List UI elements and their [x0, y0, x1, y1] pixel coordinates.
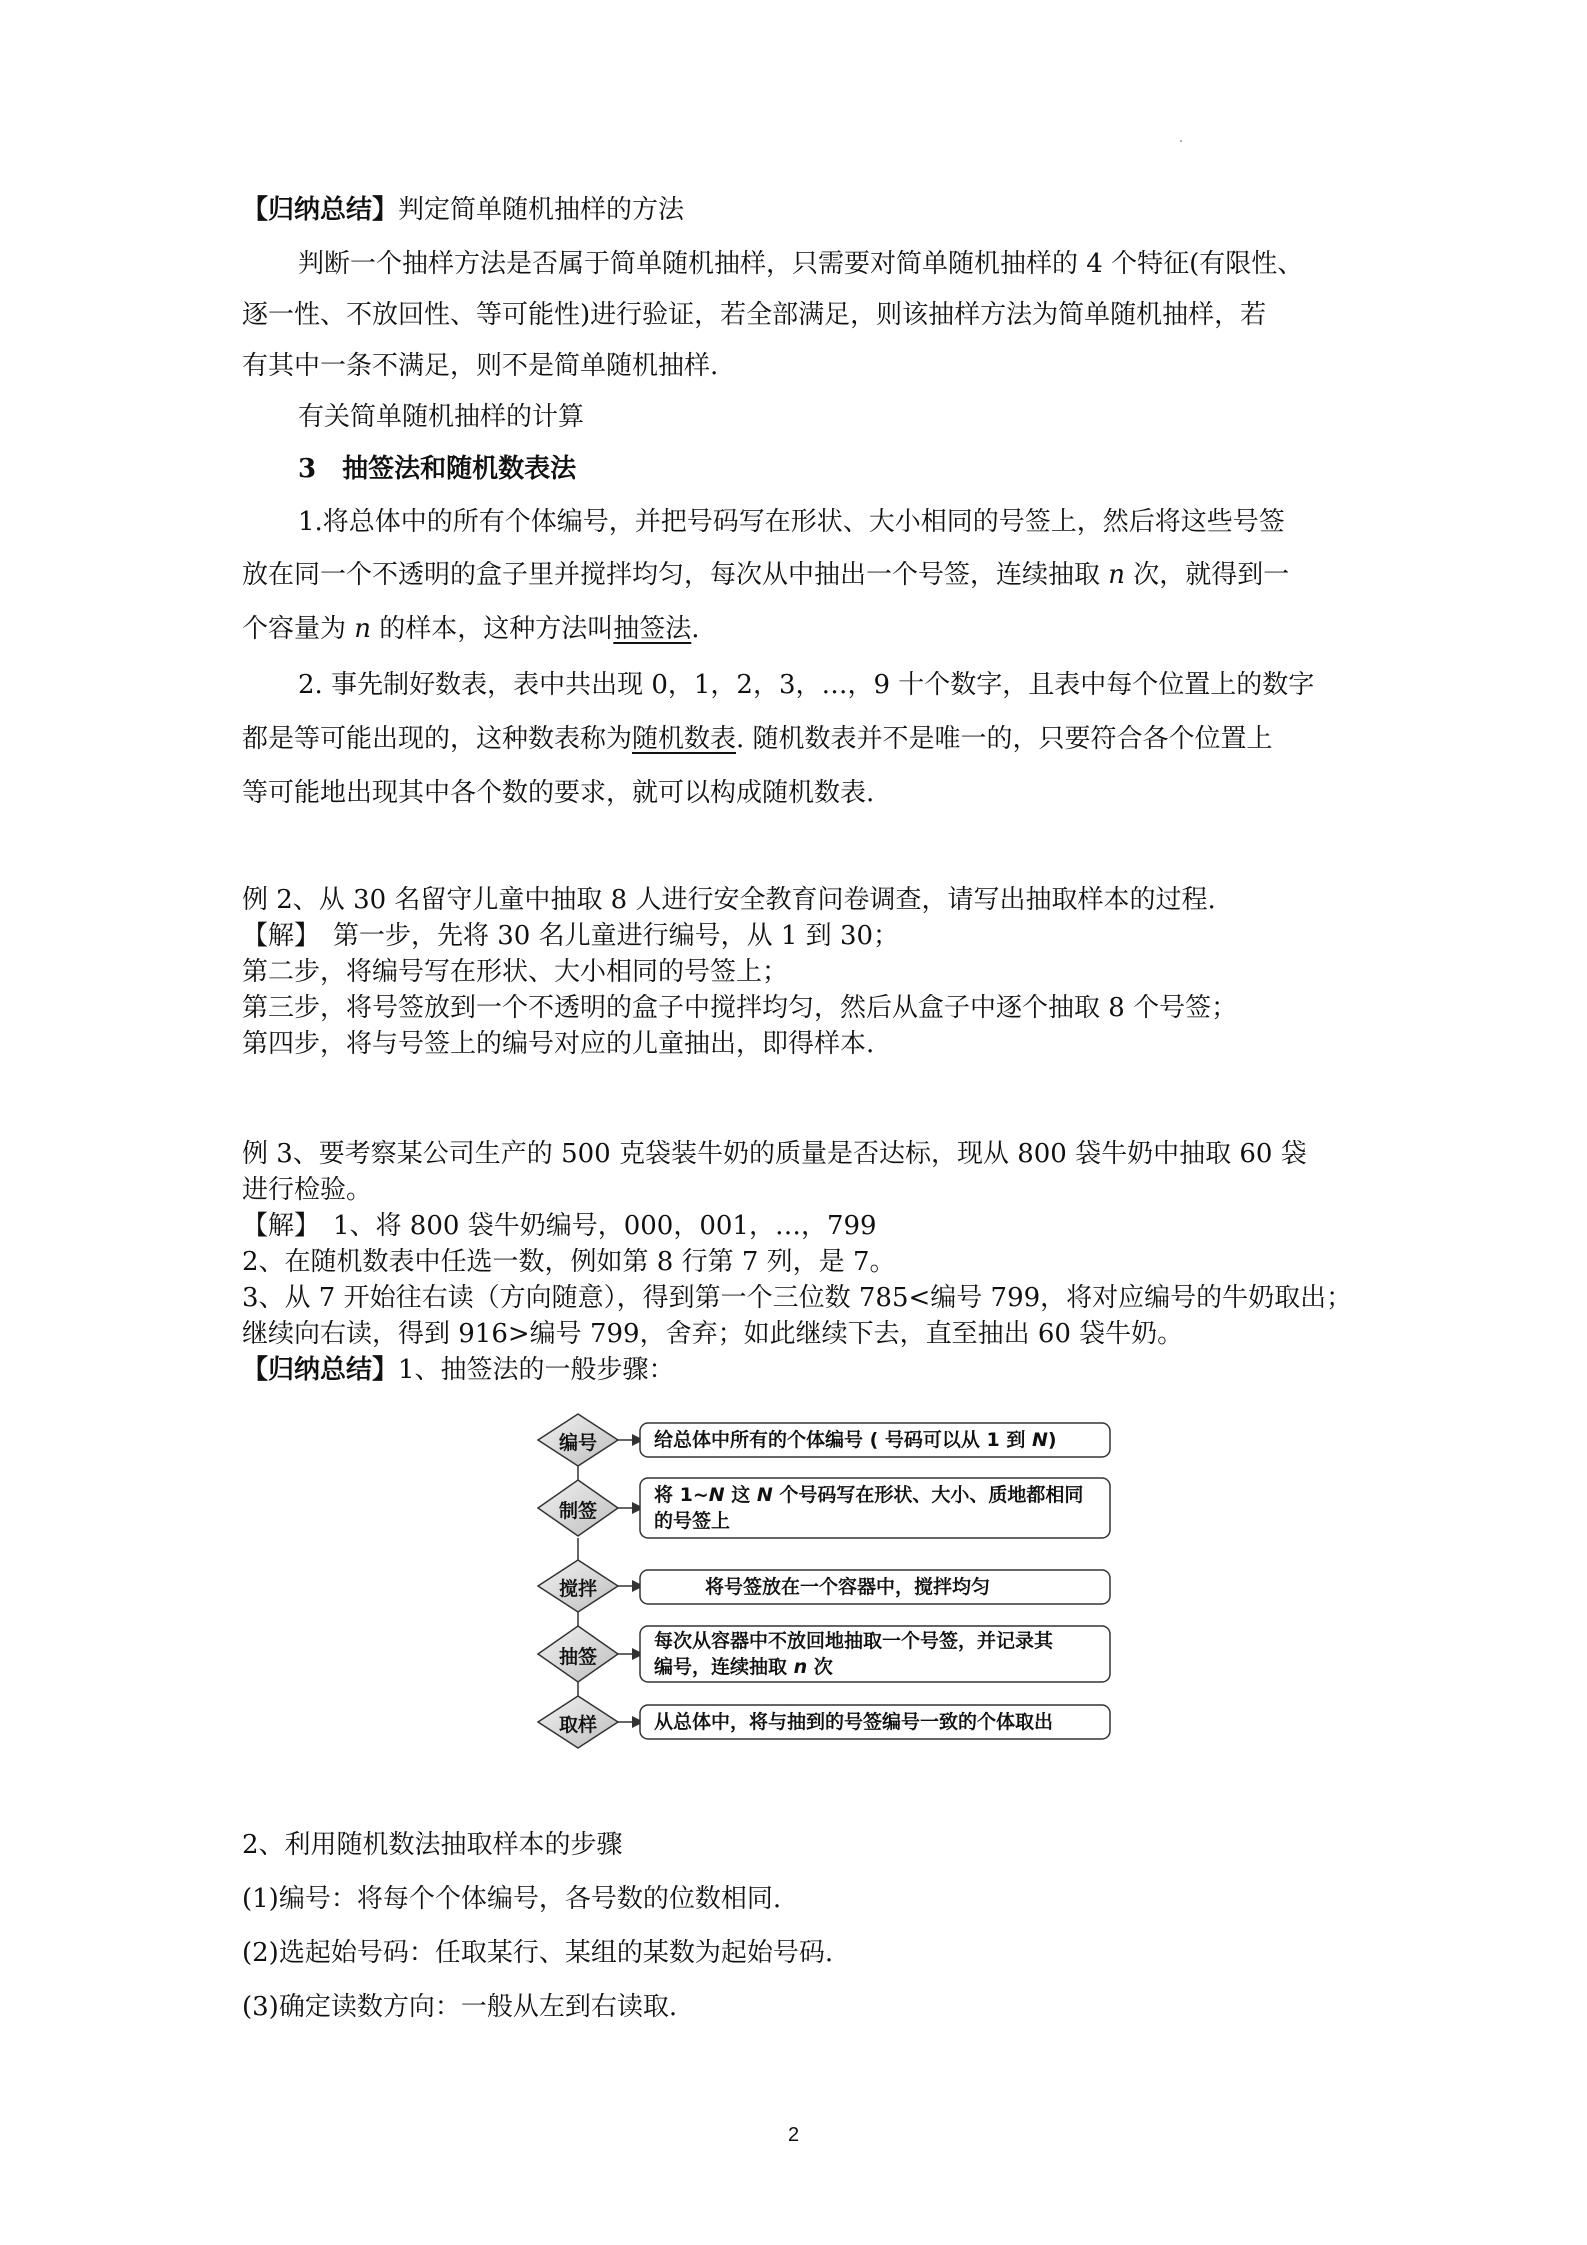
summary-para-line-2: 逐一性、不放回性、等可能性)进行验证，若全部满足，则该抽样方法为简单随机抽样，若: [242, 300, 1267, 330]
example-3-step-3: 3、从 7 开始往右读（方向随意），得到第一个三位数 785<编号 799，将对应编号的牛奶取出；: [242, 1283, 1353, 1313]
example-3-question-line-1: 例 3、要考察某公司生产的 500 克袋装牛奶的质量是否达标，现从 800 袋牛奶中抽取 60 袋: [242, 1139, 1307, 1169]
var-n: n: [354, 614, 372, 644]
flow-label-draw: 抽签: [558, 1646, 597, 1668]
flow-label-sample: 取样: [558, 1714, 597, 1736]
section-3-title: 3 抽签法和随机数表法: [298, 454, 577, 484]
flow-label-stir: 搅拌: [558, 1578, 597, 1600]
flow-text-step-1: 给总体中所有的个体编号 ( 号码可以从 1 到 N): [654, 1429, 1057, 1451]
flow-text-step-5: 从总体中，将与抽到的号签编号一致的个体取出: [654, 1711, 1054, 1733]
flow-text-step-2: 将 1~N 这 N 个号码写在形状、大小、质地都相同 的号签上: [654, 1484, 1084, 1532]
example-2-step-1: 【解】 第一步，先将 30 名儿童进行编号，从 1 到 30；: [242, 921, 900, 951]
random-method-step-1: (1)编号：将每个个体编号，各号数的位数相同.: [242, 1884, 782, 1914]
flow-text-step-3: 将号签放在一个容器中，搅拌均匀: [705, 1576, 991, 1598]
example-2-step-2: 第二步，将编号写在形状、大小相同的号签上；: [242, 957, 789, 987]
example-3-step-4: 继续向右读，得到 916>编号 799，舍弃；如此继续下去，直至抽出 60 袋牛奶。: [242, 1319, 1184, 1349]
random-method-title: 2、利用随机数法抽取样本的步骤: [242, 1830, 623, 1860]
flow-label-numbering: 编号: [558, 1432, 597, 1454]
term-random-number-table: 随机数表: [632, 724, 737, 754]
section-3-p1-line-2: 放在同一个不透明的盒子里并搅拌均匀，每次从中抽出一个号签，连续抽取 n 次，就得到一: [242, 560, 1290, 590]
example-3-question-line-2: 进行检验。: [242, 1175, 373, 1205]
section-3-p2-line-2: 都是等可能出现的，这种数表称为随机数表. 随机数表并不是唯一的，只要符合各个位置上: [242, 724, 1273, 754]
section-3-p2-line-3: 等可能地出现其中各个数的要求，就可以构成随机数表.: [242, 778, 875, 808]
summary-para-line-1: 判断一个抽样方法是否属于简单随机抽样，只需要对简单随机抽样的 4 个特征(有限性、: [298, 249, 1304, 279]
random-method-step-3: (3)确定读数方向：一般从左到右读取.: [242, 1992, 678, 2022]
example-2-step-4: 第四步，将与号签上的编号对应的儿童抽出，即得样本.: [242, 1029, 875, 1059]
example-2-question: 例 2、从 30 名留守儿童中抽取 8 人进行安全教育问卷调查，请写出抽取样本的过程.: [242, 885, 1216, 915]
summary-heading-text: 判定简单随机抽样的方法: [398, 195, 685, 225]
example-2-step-3: 第三步，将号签放到一个不透明的盒子中搅拌均匀，然后从盒子中逐个抽取 8 个号签；: [242, 993, 1238, 1023]
lottery-method-flowchart: [530, 1408, 1130, 1758]
flow-label-make-slips: 制签: [558, 1500, 597, 1522]
example-3-summary: 【归纳总结】1、抽签法的一般步骤：: [242, 1355, 675, 1385]
random-method-step-2: (2)选起始号码：任取某行、某组的某数为起始号码.: [242, 1938, 834, 1968]
summary-heading-bracket: 【归纳总结】: [242, 195, 399, 225]
term-lottery-method: 抽签法: [613, 614, 692, 644]
example-3-step-1: 【解】 1、将 800 袋牛奶编号，000，001，…，799: [242, 1211, 877, 1241]
stray-dot: [1180, 140, 1182, 142]
section-3-p1-line-3: 个容量为 n 的样本，这种方法叫抽签法.: [242, 614, 700, 644]
page-number: 2: [787, 2124, 800, 2146]
var-n: n: [1108, 560, 1126, 590]
section-3-p1-line-1: 1.将总体中的所有个体编号，并把号码写在形状、大小相同的号签上，然后将这些号签: [298, 507, 1285, 537]
flow-text-step-4: 每次从容器中不放回地抽取一个号签，并记录其 编号，连续抽取 n 次: [654, 1630, 1054, 1678]
summary-para-line-3: 有其中一条不满足，则不是简单随机抽样.: [242, 351, 719, 381]
calc-heading: 有关简单随机抽样的计算: [298, 402, 585, 432]
example-3-step-2: 2、在随机数表中任选一数，例如第 8 行第 7 列，是 7。: [242, 1247, 896, 1277]
section-3-p2-line-1: 2. 事先制好数表，表中共出现 0，1，2，3，…，9 十个数字，且表中每个位置上的数字: [298, 670, 1315, 700]
summary-heading: [242, 193, 684, 227]
